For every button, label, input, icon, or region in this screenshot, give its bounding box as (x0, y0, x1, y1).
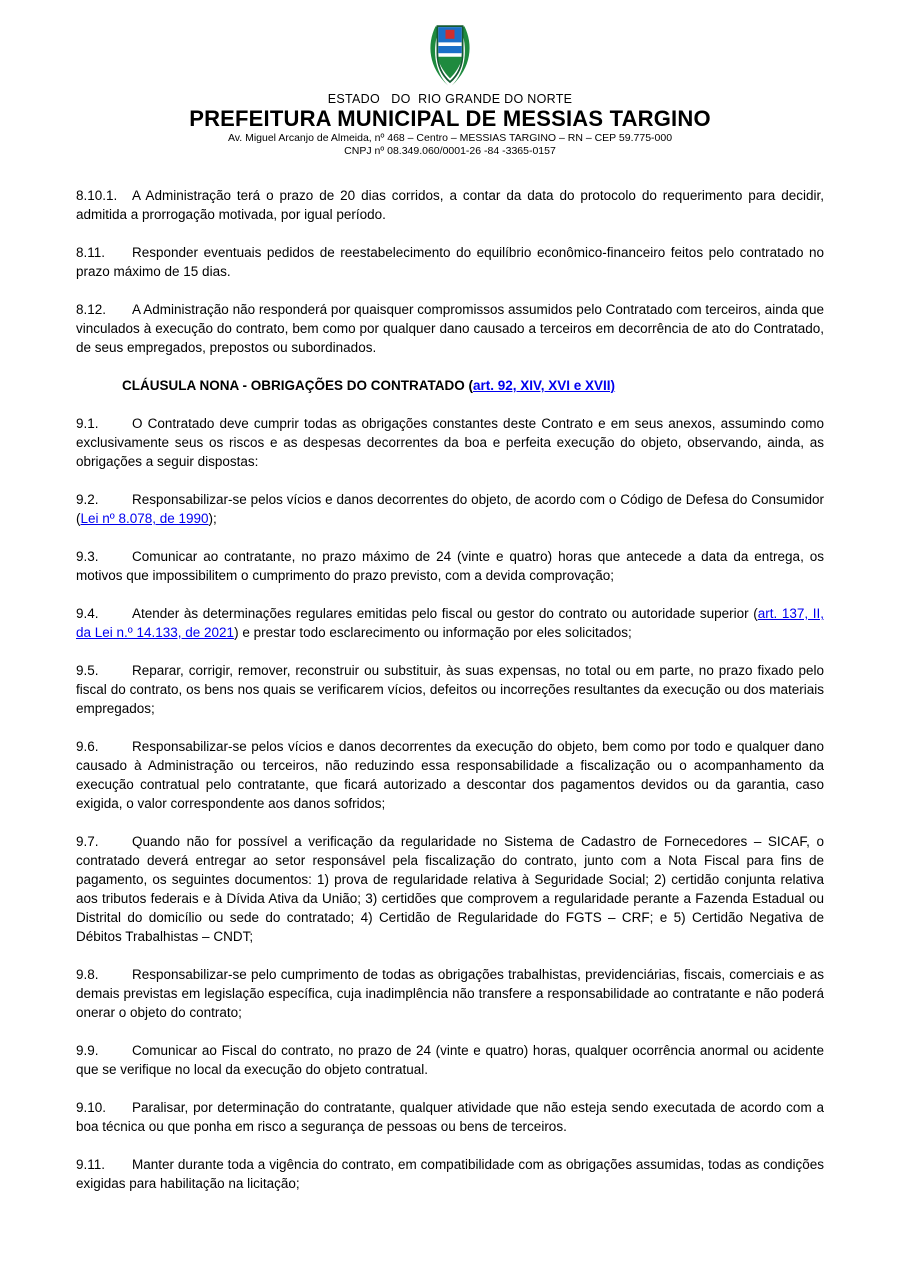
clause-text: ); (208, 511, 217, 526)
letterhead (76, 20, 824, 157)
address-line: Av. Miguel Arcanjo de Almeida, nº 468 – Centro – MESSIAS TARGINO – RN – CEP 59.775-000 (227, 132, 673, 144)
clause-text: Responder eventuais pedidos de reestabelecimento do equilíbrio econômico-financeiro feitos pelo contratado no prazo máximo de 15 dias. (76, 245, 824, 279)
clause-number: 8.11. (76, 245, 106, 260)
contract-clause (76, 832, 824, 946)
clause-text: Manter durante toda a vigência do contrato, em compatibilidade com as obrigações assumidas, todas as condições exigidas para habilitação na licitação; (76, 1157, 824, 1191)
document-body (76, 186, 824, 1193)
clause-number: 9.11. (76, 1157, 106, 1172)
clause-text: ) e prestar todo esclarecimento ou informação por eles solicitados; (234, 625, 632, 640)
contract-clause (76, 414, 824, 471)
clause-number: 9.3. (76, 549, 99, 564)
clause-number: 9.7. (76, 834, 99, 849)
clause-number: 9.6. (76, 739, 99, 754)
hyperlink[interactable]: Lei nº 8.078, de 1990 (80, 511, 209, 526)
clause-text: Paralisar, por determinação do contratante, qualquer atividade que não esteja sendo executada de acordo com a boa técnica ou que ponha em risco a segurança de pessoas ou bens de terceiros. (76, 1100, 824, 1134)
clause-text: Comunicar ao Fiscal do contrato, no prazo de 24 (vinte e quatro) horas, qualquer ocorrência anormal ou acidente que se verifique no local da execução do objeto contratual. (76, 1043, 824, 1077)
page-title: PREFEITURA MUNICIPAL DE MESSIAS TARGINO (189, 106, 711, 131)
clause-number: 9.2. (76, 492, 99, 507)
clause-number: 9.5. (76, 663, 99, 678)
clause-text: Comunicar ao contratante, no prazo máximo de 24 (vinte e quatro) horas que antecede a data da entrega, os motivos que impossibilitem o cumprimento do prazo previsto, com a devida comprovação; (76, 549, 824, 583)
contract-clause (76, 661, 824, 718)
clause-text: A Administração terá o prazo de 20 dias corridos, a contar da data do protocolo do requerimento para decidir, admitida a prorrogação motivada, por igual período. (76, 188, 824, 222)
clause-text: Responsabilizar-se pelos vícios e danos decorrentes da execução do objeto, bem como por todo e qualquer dano causado à Administração ou terceiros, não reduzindo essa responsabilidade a fiscalização ou o acompanhamento da execução contratual pelo contratante, que ficará autorizado a descontar dos pagamentos devidos ou da garantia, caso exigida, o valor correspondente aos danos sofridos; (76, 739, 824, 811)
clause-text: A Administração não responderá por quaisquer compromissos assumidos pelo Contratado com terceiros, ainda que vinculados à execução do contrato, bem como por qualquer dano causado a terceiros em decorrência de ato do Contratado, de seus empregados, prepostos ou subordinados. (76, 302, 824, 355)
clause-number: 9.10. (76, 1100, 107, 1115)
contract-clause (76, 1041, 824, 1079)
contract-clause (76, 1098, 824, 1136)
clause-text: Responsabilizar-se pelo cumprimento de todas as obrigações trabalhistas, previdenciárias, fiscais, comerciais e as demais previstas em legislação específica, cuja inadimplência não transfere a responsabilidade ao contratante e não poderá onerar o objeto do contrato; (76, 967, 824, 1020)
state-line: ESTADO DO RIO GRANDE DO NORTE (327, 92, 573, 106)
clause-text: Reparar, corrigir, remover, reconstruir ou substituir, às suas expensas, no total ou em parte, no prazo fixado pelo fiscal do contrato, os bens nos quais se verificarem vícios, defeitos ou incorreções resultantes da execução ou dos materiais empregados; (76, 663, 824, 716)
clause-number: 9.4. (76, 606, 99, 621)
hyperlink[interactable]: art. 137, II, da Lei n.º 14.133, de 2021 (76, 606, 824, 640)
contract-clause (76, 490, 824, 528)
contract-clause (76, 1155, 824, 1193)
clause-text: Atender às determinações regulares emitidas pelo fiscal ou gestor do contrato ou autoridade superior ( (132, 606, 758, 621)
section-heading (76, 376, 824, 395)
contract-clause (76, 300, 824, 357)
contract-clause (76, 186, 824, 224)
contract-clause (76, 243, 824, 281)
contract-clause (76, 737, 824, 813)
contract-clause (76, 604, 824, 642)
clause-text: CLÁUSULA NONA - OBRIGAÇÕES DO CONTRATADO ( (122, 378, 473, 393)
clause-text: Responsabilizar-se pelos vícios e danos decorrentes do objeto, de acordo com o Código de Defesa do Consumidor ( (76, 492, 824, 526)
clause-number: 9.9. (76, 1043, 99, 1058)
clause-number: 8.12. (76, 302, 107, 317)
contract-clause (76, 547, 824, 585)
clause-number: 9.8. (76, 967, 99, 982)
clause-text: O Contratado deve cumprir todas as obrigações constantes deste Contrato e em seus anexos, assumindo como exclusivamente seus os riscos e as despesas decorrentes da boa e perfeita execução do objeto, observando, ainda, as obrigações a seguir dispostas: (76, 416, 824, 469)
cnpj-line: CNPJ nº 08.349.060/0001-26 -84 -3365-0157 (344, 144, 556, 157)
clause-number: 9.1. (76, 416, 99, 431)
coat-of-arms-icon (76, 20, 824, 90)
clause-text: Quando não for possível a verificação da regularidade no Sistema de Cadastro de Fornecedores – SICAF, o contratado deverá entregar ao setor responsável pela fiscalização do contrato, junto com a Nota Fiscal para fins de pagamento, os seguintes documentos: 1) prova de regularidade relativa à Seguridade Social; 2) certidão conjunta relativa aos tributos federais e à Dívida Ativa da União; 3) certidões que comprovem a regularidade perante a Fazenda Estadual ou Distrital do domicílio ou sede do contratado; 4) Certidão de Regularidade do FGTS – CRF; e 5) Certidão Negativa de Débitos Trabalhistas – CNDT; (76, 834, 824, 944)
hyperlink[interactable]: art. 92, XIV, XVI e XVII) (472, 378, 616, 393)
clause-number: 8.10.1. (76, 188, 118, 203)
contract-clause (76, 965, 824, 1022)
